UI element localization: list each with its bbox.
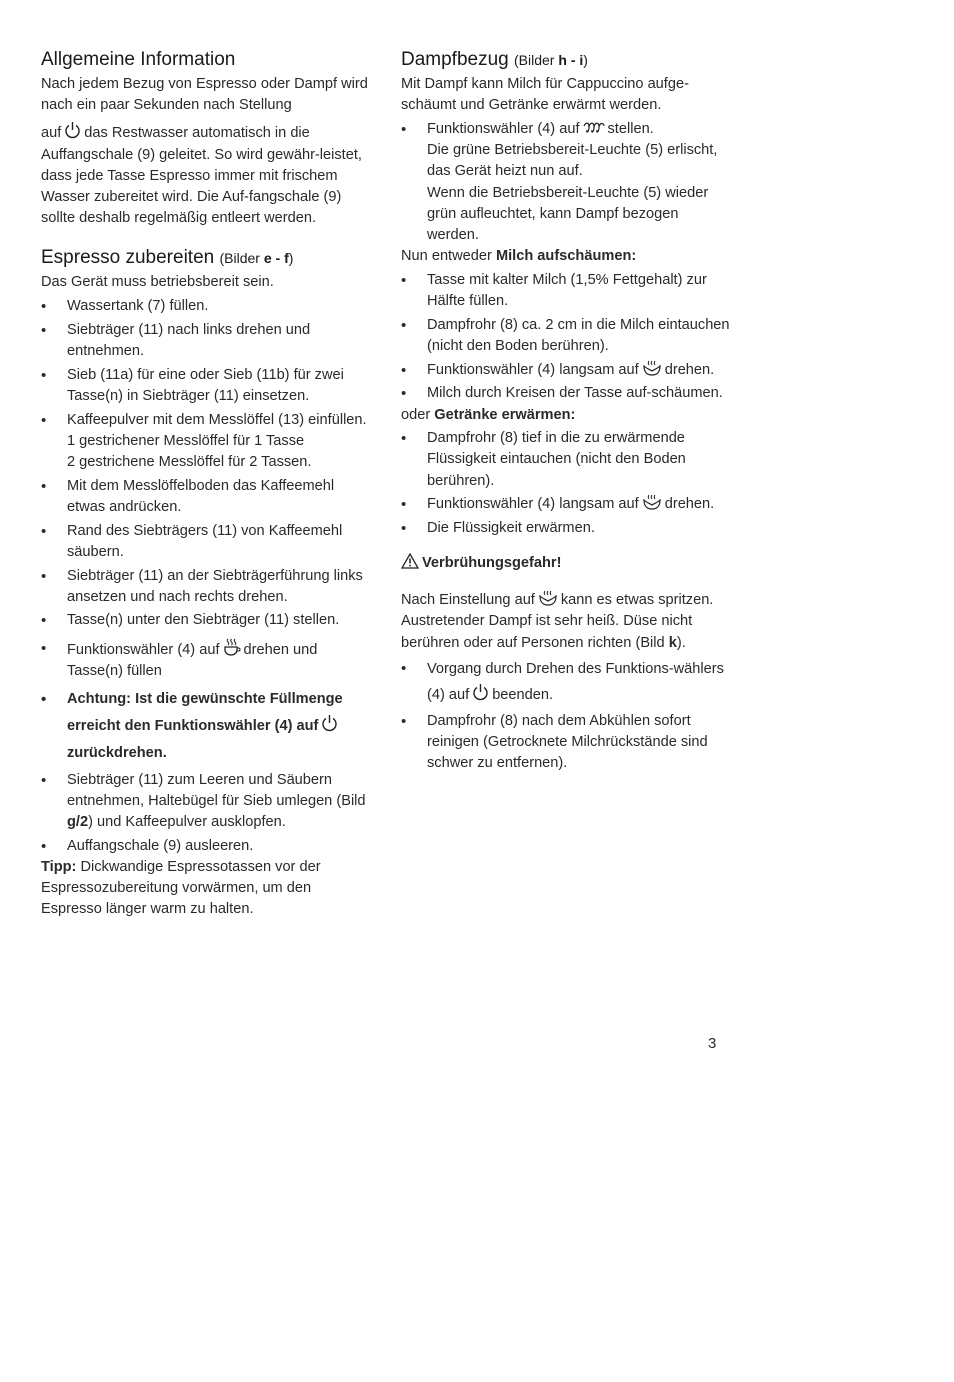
left-column bbox=[41, 46, 371, 921]
list-item: • Kaffeepulver mit dem Messlöffel (13) einfüllen. 1 gestrichener Messlöffel für 1 Tasse 2 gestrichene Messlöffel für 2 Tassen. bbox=[41, 410, 371, 474]
warning-triangle-icon bbox=[401, 553, 419, 576]
tip: Tipp: Dickwandige Espressotassen vor der Espressozubereitung vorwärmen, um den Espresso länger warm zu halten. bbox=[41, 858, 321, 918]
list-item: • Vorgang durch Drehen des Funktions-wählers (4) auf beenden. bbox=[401, 656, 731, 708]
heading-espresso: Espresso zubereiten (Bilder e - f) bbox=[41, 247, 294, 269]
heat-steps bbox=[401, 428, 731, 539]
heading-espresso-ref: (Bilder e - f) bbox=[219, 250, 294, 267]
coffee-cup-icon bbox=[223, 638, 241, 657]
list-item: • Tasse(n) unter den Siebträger (11) stellen. bbox=[41, 610, 371, 631]
list-item: • Mit dem Messlöffelboden das Kaffeemehl etwas andrücken. bbox=[41, 476, 371, 518]
list-item: • Auffangschale (9) ausleeren. bbox=[41, 836, 371, 857]
list-item: • Rand des Siebträgers (11) von Kaffeemehl säubern. bbox=[41, 521, 371, 563]
list-item: • Funktionswähler (4) langsam auf drehen. bbox=[401, 360, 731, 381]
either-milk: Nun entweder Milch aufschäumen: bbox=[401, 248, 637, 265]
list-item: • Funktionswähler (4) auf stellen. Die grüne Betriebsbereit-Leuchte (5) erlischt, das Gerät heizt nun auf. Wenn die Betriebsbereit-Leuchte (5) wieder grün aufleuchtet, kann Dampf bezogen werden. bbox=[401, 119, 731, 246]
list-item: • Dampfrohr (8) tief in die zu erwärmende Flüssigkeit eintauchen (nicht den Boden berühren). bbox=[401, 428, 731, 492]
list-item: • Die Flüssigkeit erwärmen. bbox=[401, 518, 731, 539]
list-item: • Siebträger (11) zum Leeren und Säubern entnehmen, Haltebügel für Sieb umlegen (Bild g/2) und Kaffeepulver ausklopfen. bbox=[41, 770, 371, 834]
general-info-text-1: Nach jedem Bezug von Espresso oder Dampf wird nach ein paar Sekunden nach Stellung bbox=[41, 76, 368, 114]
general-info-text-2: auf das Restwasser automatisch in die Auffangschale (9) geleitet. So wird gewähr-leistet, dass jede Tasse Espresso immer mit frischem Wasser zubereitet wird. Die Auf-fangschale (9) sollte deshalb regelmäßig entleert werden. bbox=[41, 121, 371, 229]
list-item: • Tasse mit kalter Milch (1,5% Fettgehalt) zur Hälfte füllen. bbox=[401, 270, 731, 312]
power-icon bbox=[472, 683, 489, 702]
scald-warning-title: Verbrühungsgefahr! bbox=[401, 553, 731, 576]
power-icon bbox=[321, 714, 338, 733]
list-item: • Sieb (11a) für eine oder Sieb (11b) für zwei Tasse(n) in Siebträger (11) einsetzen. bbox=[41, 365, 371, 407]
espresso-intro: Das Gerät muss betriebsbereit sein. bbox=[41, 274, 274, 291]
steam-icon bbox=[538, 590, 558, 607]
list-item: • Dampfrohr (8) nach dem Abkühlen sofort reinigen (Getrocknete Milchrückstände sind schwer zu entfernen). bbox=[401, 711, 731, 775]
steam-icon bbox=[642, 494, 662, 511]
list-item-warning: • Achtung: Ist die gewünschte Füllmenge erreicht den Funktionswähler (4) auf zurückdrehen. bbox=[41, 686, 371, 767]
milk-steps bbox=[401, 270, 731, 405]
espresso-steps bbox=[41, 296, 371, 857]
list-item: • Wassertank (7) füllen. bbox=[41, 296, 371, 317]
list-item: • Siebträger (11) nach links drehen und entnehmen. bbox=[41, 320, 371, 362]
heading-steam-ref: (Bilder h - i) bbox=[514, 52, 588, 68]
steam-intro: Mit Dampf kann Milch für Cappuccino aufge-schäumt und Getränke erwärmt werden. bbox=[401, 76, 689, 114]
heading-general-information: Allgemeine Information bbox=[41, 49, 236, 70]
list-item: • Funktionswähler (4) auf drehen und Tasse(n) füllen bbox=[41, 638, 371, 682]
or-heat: oder Getränke erwärmen: bbox=[401, 406, 576, 423]
list-item: • Milch durch Kreisen der Tasse auf-schäumen. bbox=[401, 383, 731, 404]
end-steps bbox=[401, 656, 731, 774]
list-item: • Dampfrohr (8) ca. 2 cm in die Milch eintauchen (nicht den Boden berühren). bbox=[401, 315, 731, 357]
list-item: • Funktionswähler (4) langsam auf drehen. bbox=[401, 494, 731, 515]
heading-steam: Dampfbezug (Bilder h - i) bbox=[401, 49, 588, 70]
steam-icon bbox=[642, 360, 662, 377]
power-icon bbox=[64, 121, 81, 140]
page-number: 3 bbox=[708, 1035, 717, 1052]
steam-steps bbox=[401, 119, 731, 246]
list-item: • Siebträger (11) an der Siebträgerführung links ansetzen und nach rechts drehen. bbox=[41, 566, 371, 608]
right-column bbox=[401, 46, 731, 774]
heating-coil-icon bbox=[583, 122, 605, 136]
scald-warning-text: Nach Einstellung auf kann es etwas spritzen. Austretender Dampf ist sehr heiß. Düse nicht berühren oder auf Personen richten (Bild k). bbox=[401, 592, 714, 651]
